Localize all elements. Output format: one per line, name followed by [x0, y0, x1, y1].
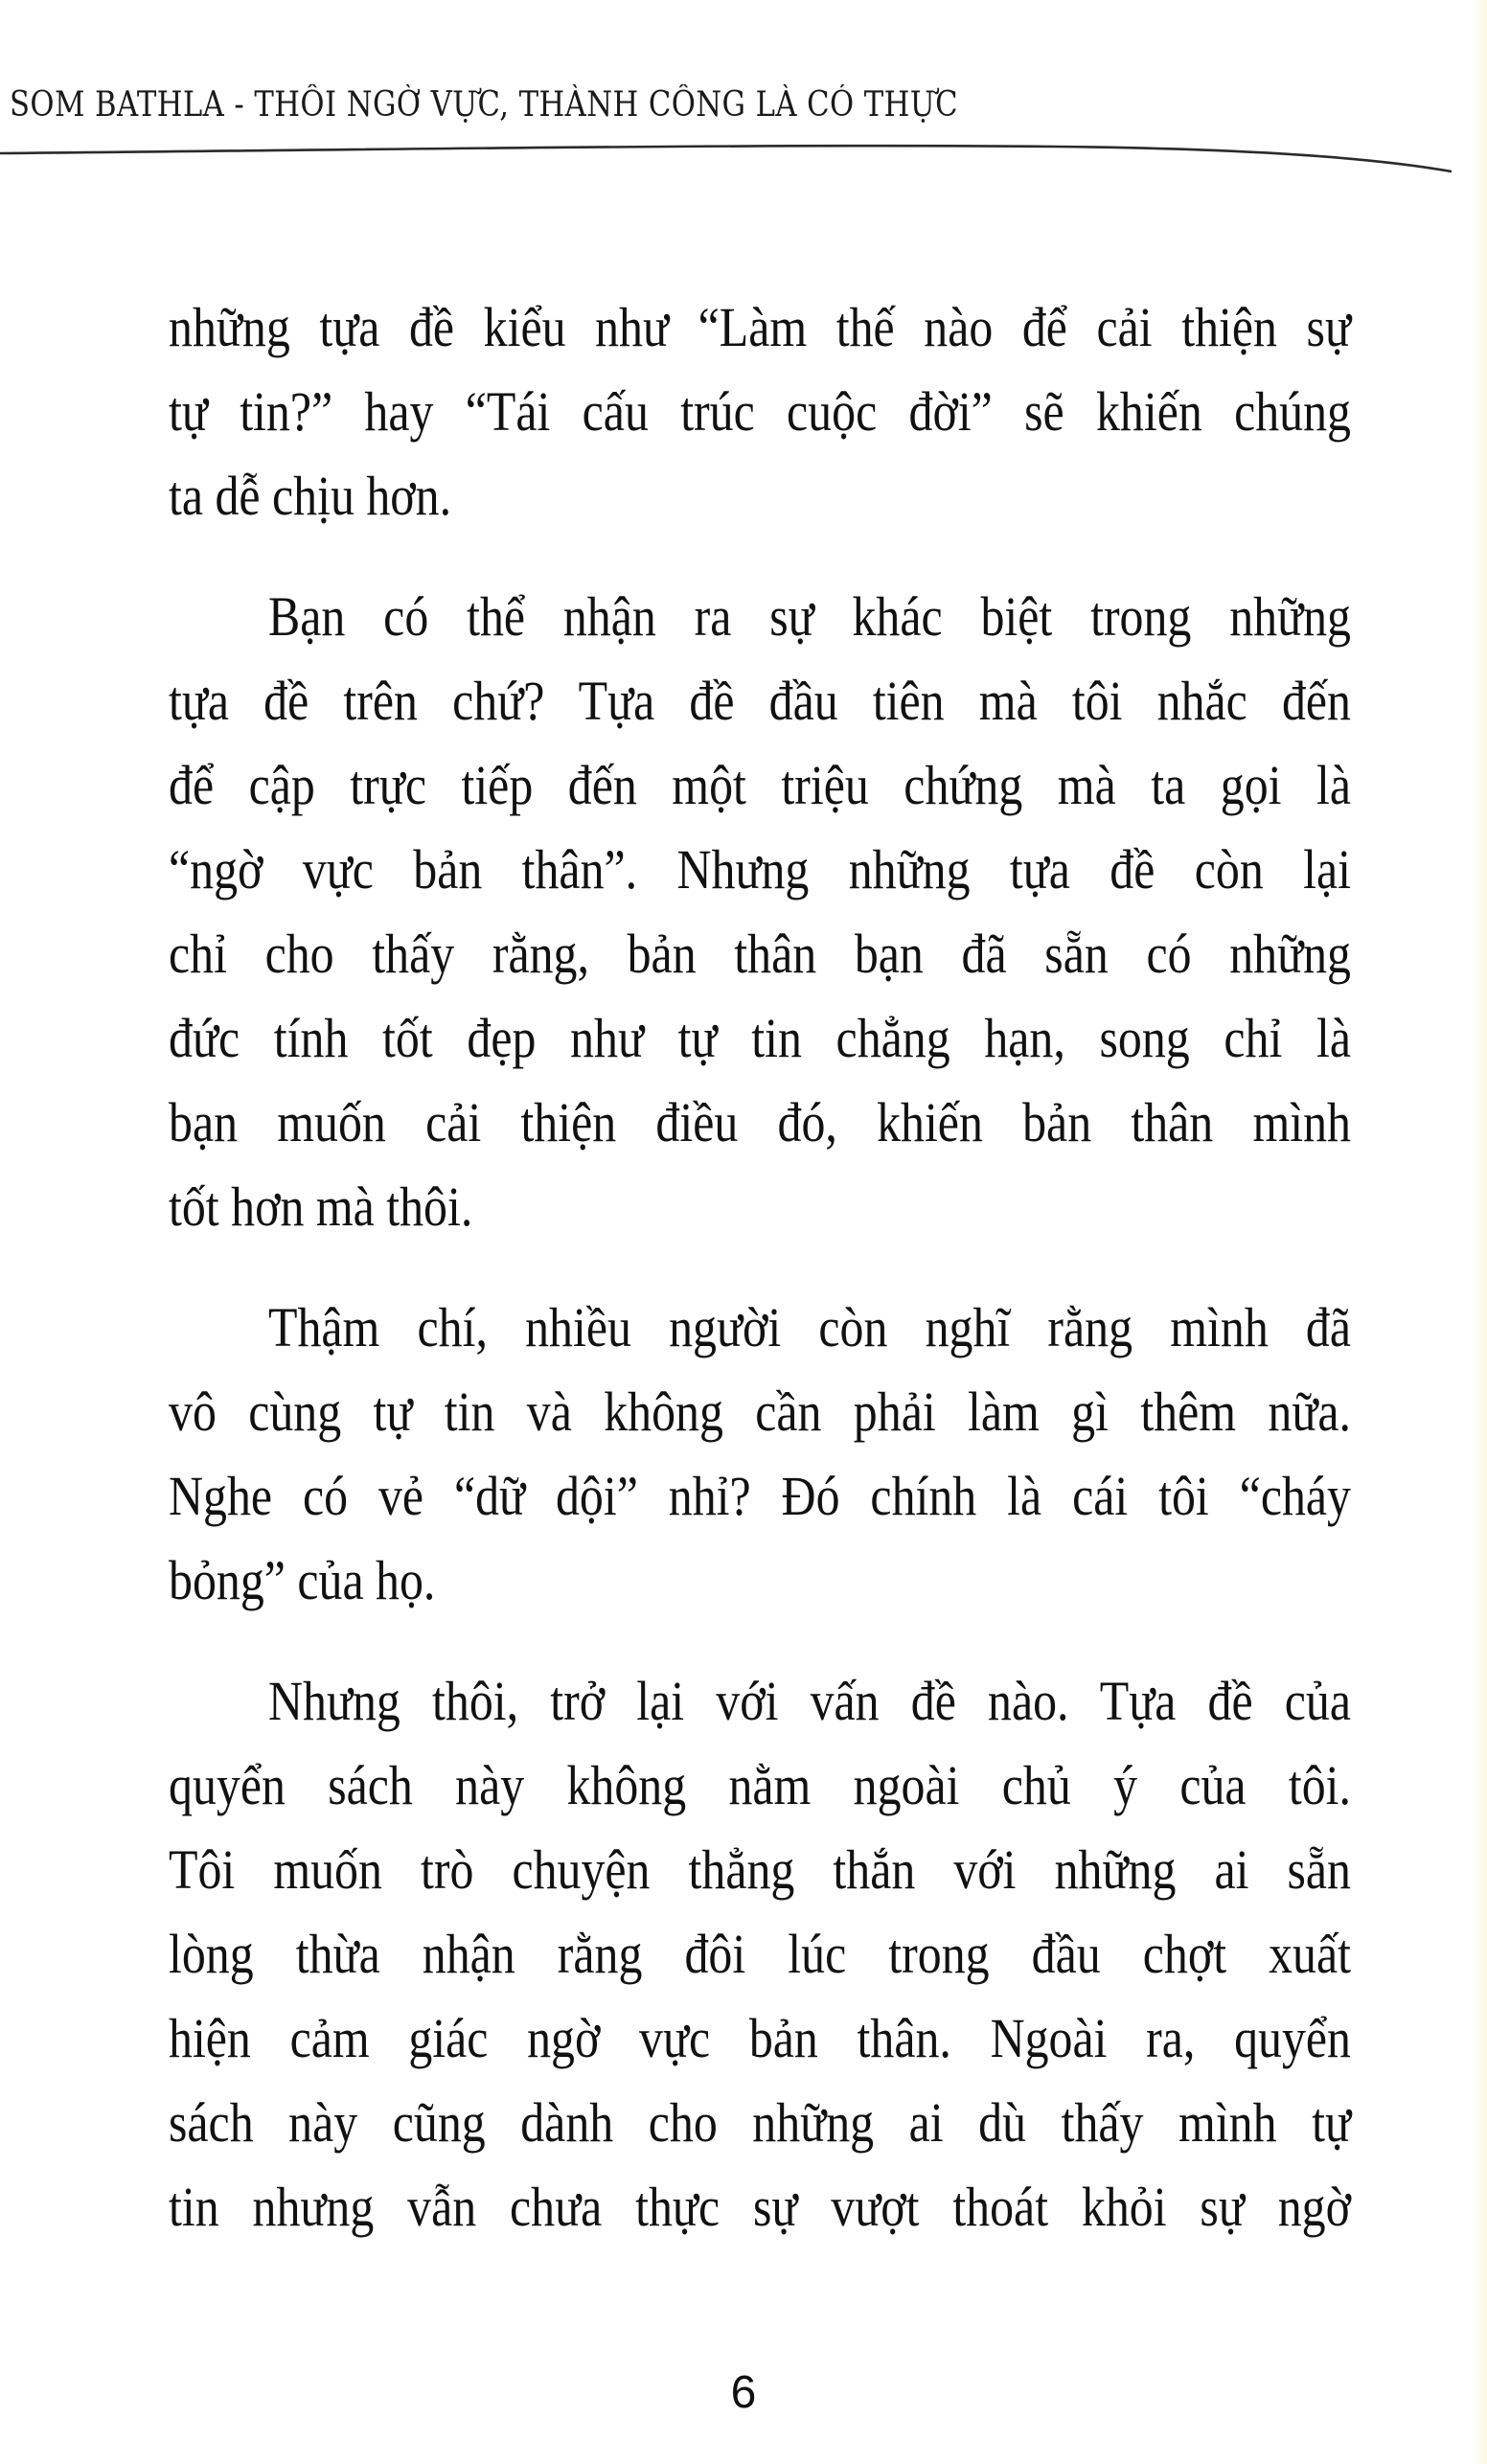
text-line: Bạn có thể nhận ra sự khác biệt trong những	[268, 585, 1351, 648]
paragraph-4	[169, 1659, 1351, 2249]
running-header: SOM BATHLA - THÔI NGỜ VỰC, THÀNH CÔNG LÀ CÓ THỰC	[10, 85, 958, 125]
text-line: quyển sách này không nằm ngoài chủ ý của tôi.	[169, 1754, 1352, 1816]
paragraph-3	[169, 1286, 1351, 1623]
text-line: đức tính tốt đẹp như tự tin chẳng hạn, song chỉ là	[169, 1007, 1352, 1069]
text-line: bỏng” của họ.	[169, 1549, 436, 1611]
body-text	[169, 285, 1351, 2249]
page-number: 6	[730, 2367, 757, 2418]
text-line: những tựa đề kiểu như “Làm thế nào để cải thiện sự	[169, 296, 1352, 358]
text-line: “ngờ vực bản thân”. Nhưng những tựa đề còn lại	[169, 838, 1351, 901]
text-line: bạn muốn cải thiện điều đó, khiến bản thân mình	[169, 1091, 1351, 1153]
text-line: tin nhưng vẫn chưa thực sự vượt thoát khỏi sự ngờ	[169, 2176, 1351, 2238]
text-line: Tôi muốn trò chuyện thẳng thắn với những ai sẵn	[169, 1838, 1352, 1901]
text-line: Nghe có vẻ “dữ dội” nhỉ? Đó chính là cái tôi “cháy	[169, 1465, 1352, 1527]
text-line: Nhưng thôi, trở lại với vấn đề nào. Tựa đề của	[268, 1670, 1351, 1732]
text-line: Thậm chí, nhiều người còn nghĩ rằng mình đã	[268, 1296, 1351, 1358]
header-rule	[0, 134, 1487, 182]
paragraph-2	[169, 575, 1351, 1249]
text-line: sách này cũng dành cho những ai dù thấy mình tự	[169, 2091, 1351, 2154]
text-line: ta dễ chịu hơn.	[169, 465, 452, 527]
text-line: tựa đề trên chứ? Tựa đề đầu tiên mà tôi nhắc đến	[169, 670, 1352, 732]
text-line: lòng thừa nhận rằng đôi lúc trong đầu chợt xuất	[169, 1923, 1351, 1985]
page-edge-shadow	[1472, 0, 1487, 2464]
text-line: chỉ cho thấy rằng, bản thân bạn đã sẵn có những	[169, 923, 1351, 985]
text-line: hiện cảm giác ngờ vực bản thân. Ngoài ra, quyển	[169, 2007, 1351, 2069]
text-line: để cập trực tiếp đến một triệu chứng mà ta gọi là	[169, 754, 1352, 816]
text-line: tốt hơn mà thôi.	[169, 1175, 473, 1238]
text-line: tự tin?” hay “Tái cấu trúc cuộc đời” sẽ khiến chúng	[169, 380, 1352, 443]
text-line: vô cùng tự tin và không cần phải làm gì thêm nữa.	[169, 1380, 1351, 1443]
paragraph-1	[169, 285, 1351, 538]
